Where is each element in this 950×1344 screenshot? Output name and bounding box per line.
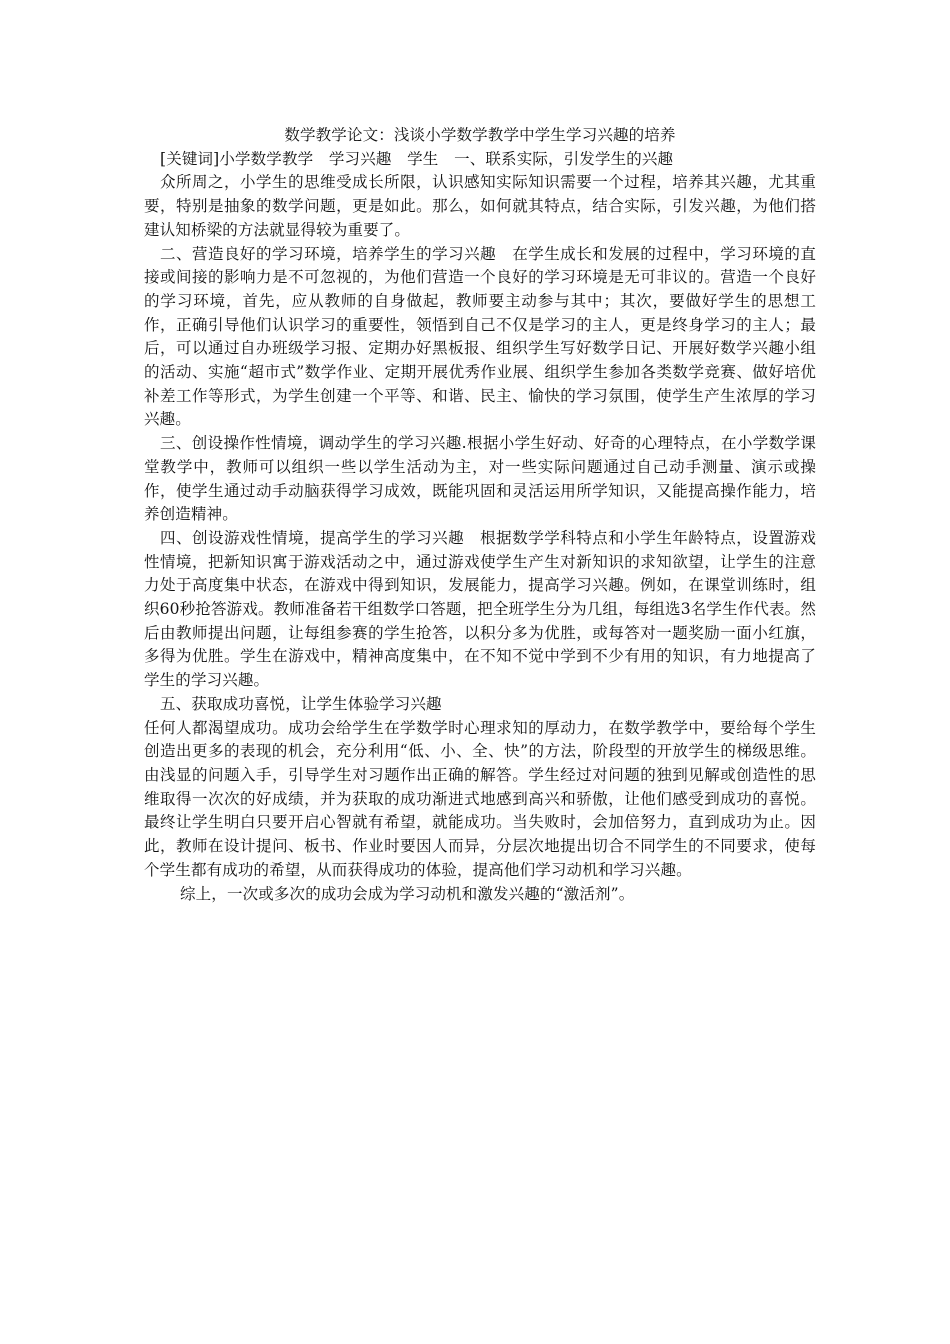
paragraph-conclusion: 综上，一次或多次的成功会成为学习动机和激发兴趣的“激活剂”。 — [180, 884, 635, 903]
paragraph-section-4: 四、创设游戏性情境，提高学生的学习兴趣 根据数学学科特点和小学生年龄特点，设置游戏性情境，把新知识寓于游戏活动之中，通过游戏使学生产生对新知识的求知欲望，让学生的注意力处于高度集中状态，在游戏中得到知识，发展能力，提高学习兴趣。例如，在课堂训练时，组织60秒抢答游戏。教师准备若干组数学口答题，把全班学生分为几组，每组选3名学生作代表。然后由教师提出问题，让每组参赛的学生抢答，以积分多为优胜，或每答对一题奖励一面小红旗，多得为优胜。学生在游戏中，精神高度集中，在不知不觉中学到不少有用的知识，有力地提高了学生的学习兴趣。 — [144, 528, 816, 690]
paragraph-section-5: 任何人都渴望成功。成功会给学生在学数学时心理求知的厚动力，在数学教学中，要给每个学生创造出更多的表现的机会，充分利用“低、小、全、快”的方法，阶段型的开放学生的梯级思维。由浅显的问题入手，引导学生对习题作出正确的解答。学生经过对问题的独到见解或创造性的思维取得一次次的好成绩，并为获取的成功渐进式地感到高兴和骄傲，让他们感受到成功的喜悦。最终让学生明白只要开启心智就有希望，就能成功。当失败时，会加倍努力，直到成功为止。因此，教师在设计提问、板书、作业时要因人而异，分层次地提出切合不同学生的不同要求，使每个学生都有成功的希望，从而获得成功的体验，提高他们学习动机和学习兴趣。 — [144, 718, 816, 879]
document-body — [144, 124, 816, 906]
paragraph-section-3: 三、创设操作性情境，调动学生的学习兴趣.根据小学生好动、好奇的心理特点，在小学数学课堂教学中，教师可以组织一些以学生活动为主，对一些实际问题通过自己动手测量、演示或操作，使学生通过动手动脑获得学习成效，既能巩固和灵活运用所学知识，又能提高操作能力，培养创造精神。 — [144, 434, 816, 524]
paragraph-intro: 众所周之，小学生的思维受成长所限，认识感知实际知识需要一个过程，培养其兴趣，尤其重要，特别是抽象的数学问题，更是如此。那么，如何就其特点，结合实际，引发兴趣，为他们搭建认知桥梁的方法就显得较为重要了。 — [144, 173, 816, 239]
paragraph-section-2: 二、营造良好的学习环境，培养学生的学习兴趣 在学生成长和发展的过程中，学习环境的直接或间接的影响力是不可忽视的，为他们营造一个良好的学习环境是无可非议的。营造一个良好的学习环境，首先，应从教师的自身做起，教师要主动参与其中；其次，要做好学生的思想工作，正确引导他们认识学习的重要性，领悟到自己不仅是学习的主人，更是终身学习的主人；最后，可以通过自办班级学习报、定期办好黑板报、组织学生写好数学日记、开展好数学兴趣小组的活动、实施“超市式”数学作业、定期开展优秀作业展、组织学生参加各类数学竞赛、做好培优补差工作等形式，为学生创建一个平等、和谐、民主、愉快的学习氛围，使学生产生浓厚的学习兴趣。 — [144, 244, 816, 429]
keywords-paragraph: [关键词]小学数学教学 学习兴趣 学生 一、联系实际，引发学生的兴趣 — [160, 149, 674, 168]
heading-section-5: 五、获取成功喜悦，让学生体验学习兴趣 — [160, 694, 442, 713]
document-title: 数学教学论文：浅谈小学数学教学中学生学习兴趣的培养 — [284, 126, 676, 144]
